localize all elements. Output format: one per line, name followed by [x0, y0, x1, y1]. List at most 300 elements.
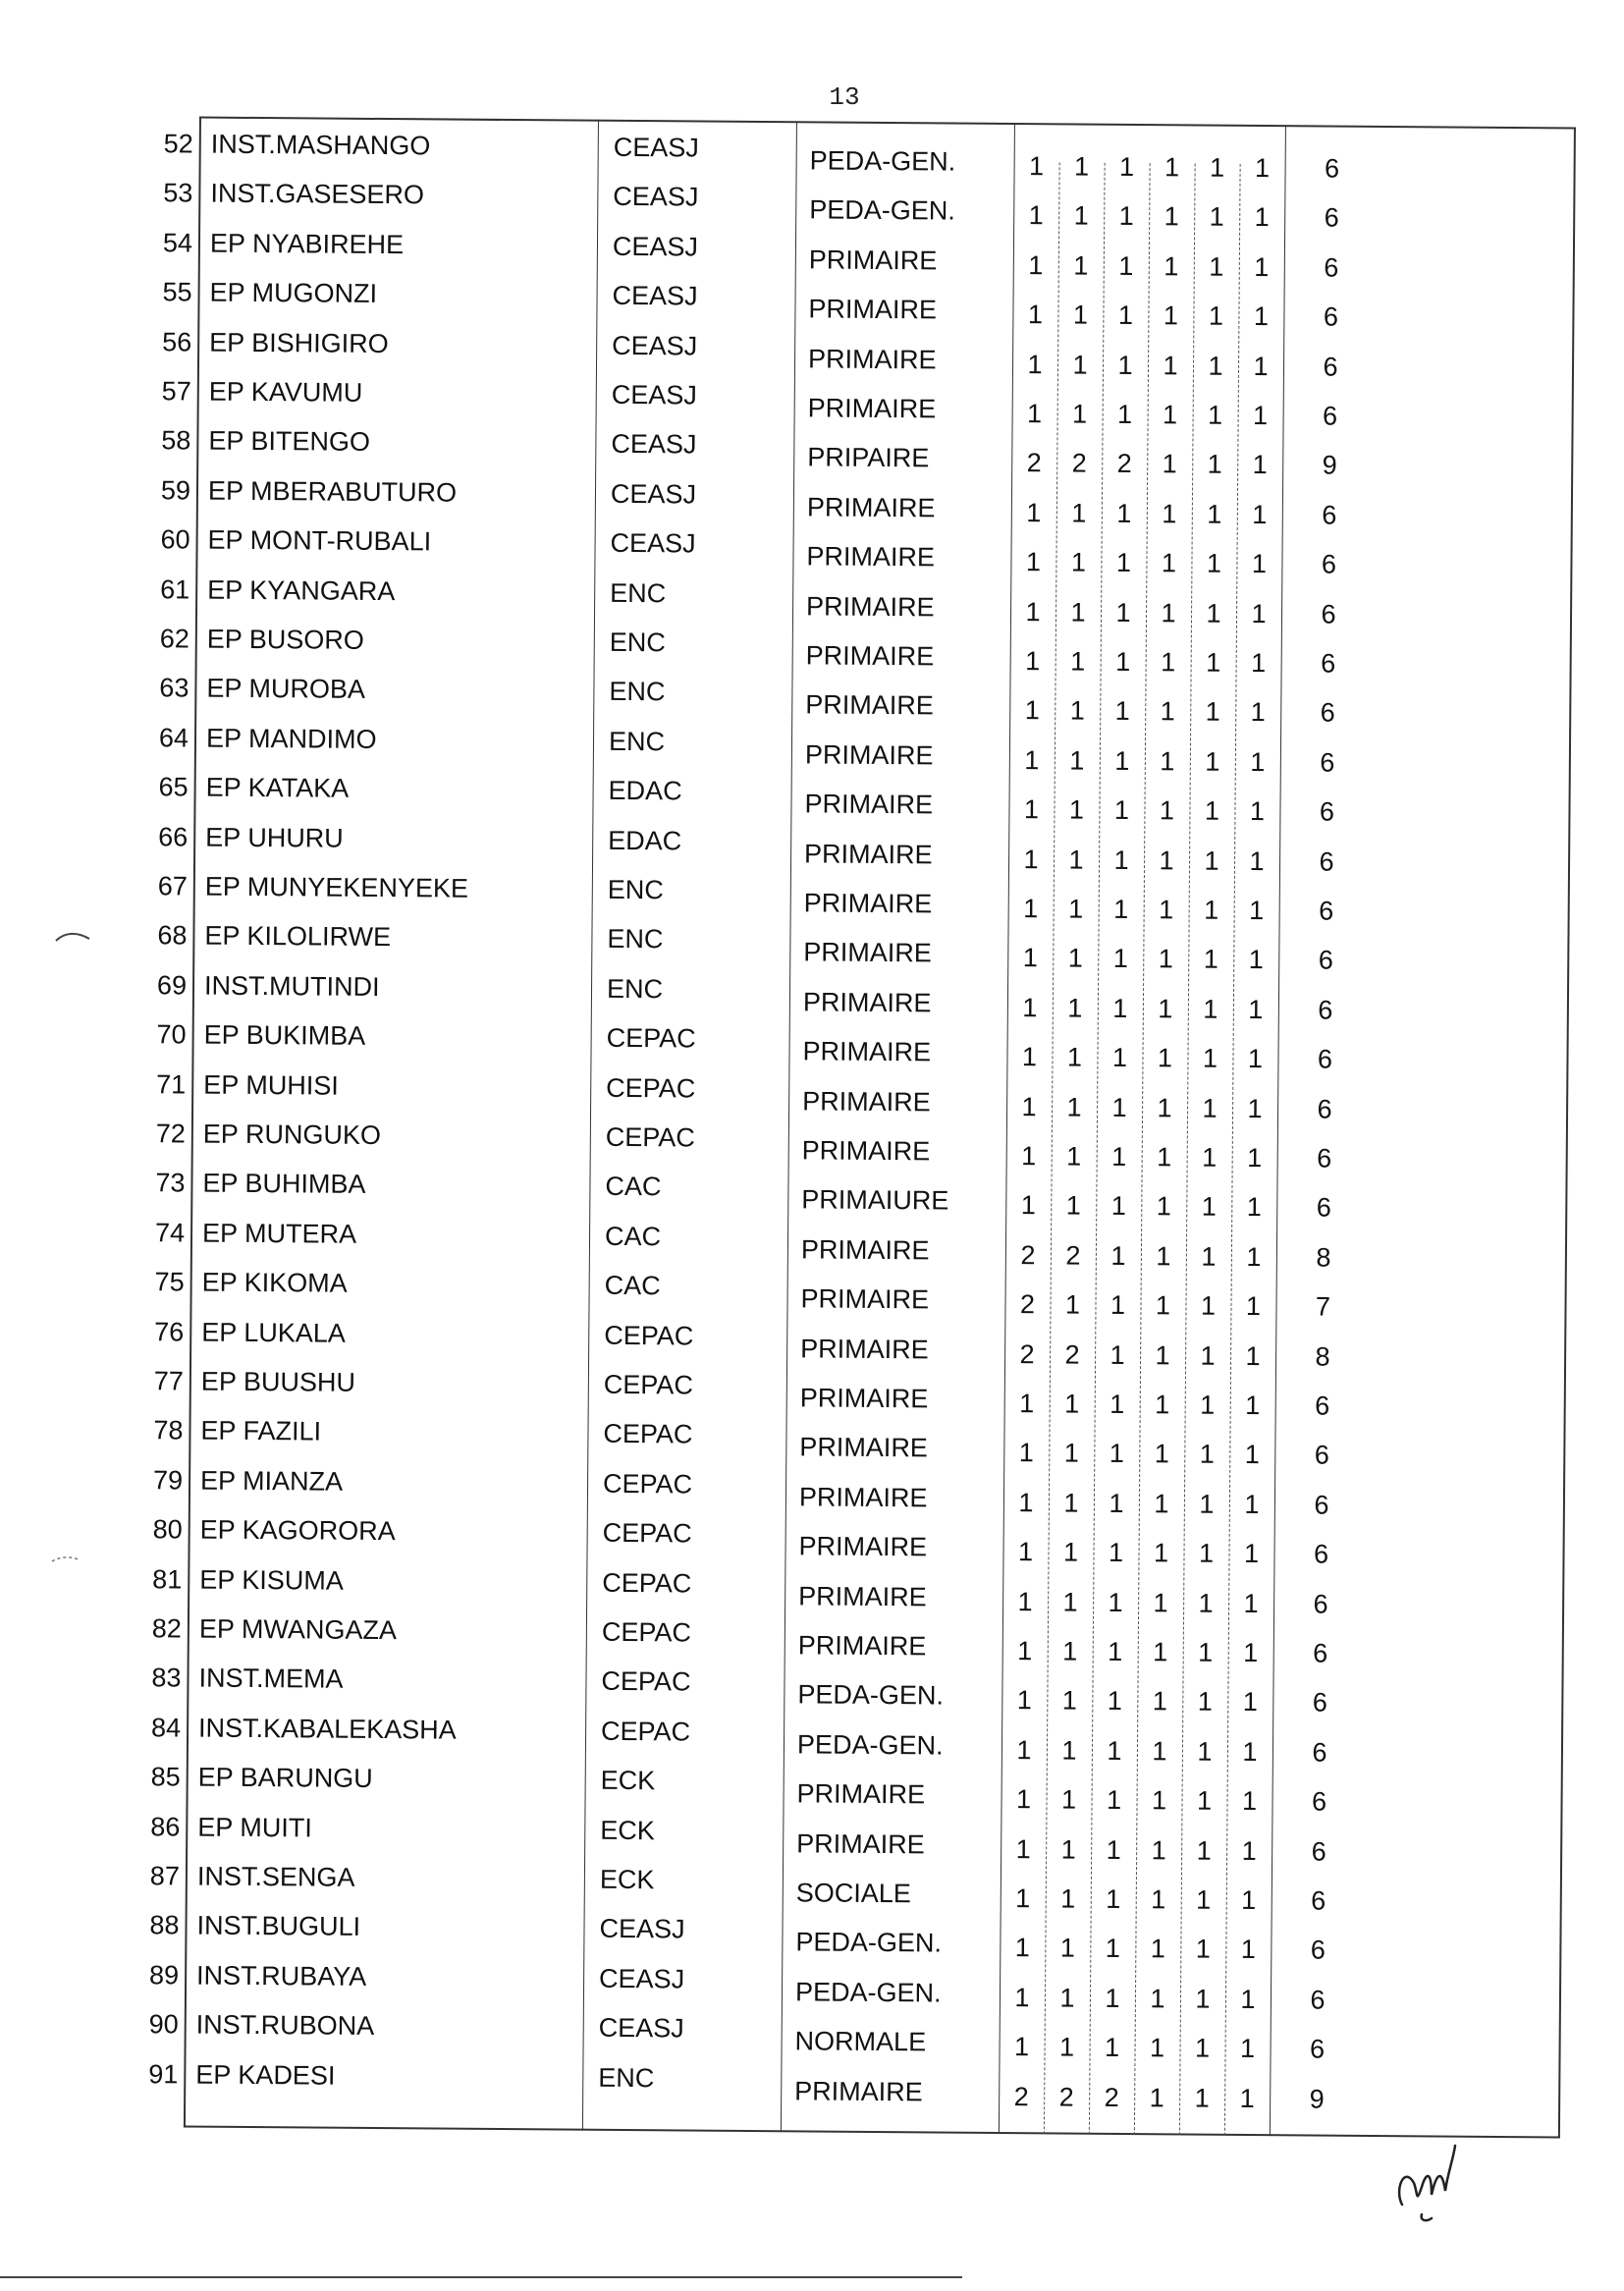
school-name: EP BARUNGU	[197, 1762, 373, 1794]
count-value: 1	[1023, 894, 1039, 924]
row-number: 80	[152, 1514, 183, 1545]
count-value: 1	[1244, 1489, 1260, 1519]
organization: CEPAC	[603, 1419, 693, 1449]
count-value: 1	[1161, 647, 1176, 678]
count-value: 2	[1019, 1338, 1035, 1369]
organization: CEASJ	[599, 1914, 685, 1944]
count-value: 1	[1241, 1835, 1257, 1866]
school-name: EP FAZILI	[200, 1415, 322, 1446]
count-value: 1	[1118, 151, 1135, 183]
school-name: EP MANDIMO	[205, 723, 377, 754]
organization: ENC	[598, 2062, 655, 2093]
row-number: 57	[161, 376, 191, 407]
school-table	[117, 116, 1576, 2140]
count-value: 1	[1205, 696, 1220, 728]
count-value: 2	[1020, 1239, 1036, 1271]
count-value: 1	[1022, 943, 1038, 973]
count-value: 1	[1020, 1190, 1036, 1221]
organization: CAC	[605, 1172, 662, 1202]
organization: CEASJ	[611, 379, 697, 410]
count-value: 1	[1198, 1538, 1215, 1568]
row-total: 6	[1323, 352, 1338, 382]
row-number: 84	[150, 1712, 182, 1743]
count-value: 1	[1013, 2032, 1030, 2062]
school-name: INST.MASHANGO	[210, 129, 431, 161]
count-value: 1	[1160, 696, 1175, 727]
school-type: PRIMAIRE	[801, 1135, 931, 1167]
count-value: 1	[1198, 1637, 1214, 1667]
school-type: PEDA-GEN.	[796, 1729, 944, 1761]
count-value: 1	[1243, 1637, 1259, 1668]
row-number: 87	[149, 1861, 181, 1891]
margin-scribble-mark	[54, 929, 93, 945]
school-type: PRIMAIRE	[808, 294, 938, 325]
row-number: 90	[148, 2009, 179, 2040]
row-number: 56	[162, 326, 192, 357]
count-value: 1	[1254, 251, 1270, 282]
count-value: 1	[1201, 1191, 1217, 1223]
school-name: EP BUKIMBA	[203, 1019, 366, 1052]
school-name: INST.GASESERO	[210, 179, 425, 210]
count-value: 1	[1115, 597, 1131, 627]
school-type: PRIMAIRE	[805, 689, 934, 721]
count-value: 1	[1062, 1537, 1079, 1567]
count-value: 1	[1117, 300, 1134, 331]
count-value: 1	[1110, 1339, 1125, 1370]
count-value: 1	[1104, 2033, 1120, 2063]
school-type: PRIMAIRE	[804, 789, 934, 820]
organization: CEASJ	[612, 330, 698, 361]
count-value: 1	[1244, 1440, 1260, 1470]
count-value: 1	[1203, 994, 1218, 1024]
school-name: EP BUSORO	[206, 624, 364, 655]
count-value: 2	[1104, 2082, 1119, 2112]
organization: CEPAC	[604, 1320, 694, 1351]
row-total: 6	[1318, 995, 1333, 1025]
count-value: 1	[1253, 301, 1270, 332]
count-value: 1	[1112, 944, 1128, 974]
row-number: 89	[148, 1959, 180, 1991]
row-total: 8	[1316, 1242, 1331, 1273]
count-value: 2	[1064, 1339, 1080, 1370]
row-number: 78	[153, 1415, 184, 1446]
school-name: INST.BUGULI	[196, 1910, 361, 1942]
row-total: 6	[1323, 301, 1339, 332]
count-value: 1	[1155, 1339, 1170, 1370]
school-name: EP LUKALA	[201, 1317, 346, 1348]
row-total: 6	[1320, 697, 1335, 729]
count-value: 1	[1164, 152, 1180, 183]
count-value: 1	[1163, 350, 1178, 380]
count-value: 1	[1199, 1439, 1215, 1470]
count-value: 2	[1019, 1289, 1036, 1320]
count-value: 1	[1109, 1488, 1124, 1518]
row-number: 59	[160, 475, 191, 506]
count-value: 1	[1153, 1587, 1168, 1617]
row-number: 81	[152, 1563, 183, 1595]
count-value: 1	[1015, 1784, 1032, 1815]
row-total: 7	[1315, 1291, 1331, 1322]
row-total: 6	[1318, 945, 1333, 976]
count-value: 1	[1060, 1834, 1076, 1865]
row-total: 6	[1323, 401, 1338, 431]
count-value: 1	[1152, 1736, 1167, 1767]
row-total: 9	[1322, 450, 1337, 481]
count-value: 1	[1162, 449, 1177, 479]
count-value: 1	[1249, 845, 1265, 876]
count-value: 1	[1106, 1883, 1121, 1914]
row-total: 6	[1319, 796, 1335, 827]
count-value: 1	[1163, 400, 1178, 430]
count-value: 1	[1246, 1192, 1262, 1223]
footer-rule	[0, 2276, 962, 2278]
count-value: 1	[1108, 1636, 1123, 1666]
count-value: 1	[1066, 1141, 1082, 1172]
count-value: 1	[1247, 1093, 1263, 1123]
count-value: 1	[1241, 1884, 1257, 1916]
row-total: 6	[1321, 599, 1336, 629]
count-value: 1	[1018, 1487, 1034, 1518]
count-value: 1	[1254, 202, 1270, 233]
organization: ENC	[609, 627, 666, 658]
school-name: EP KAVUMU	[208, 376, 363, 408]
count-value: 1	[1025, 547, 1042, 577]
row-number: 74	[154, 1218, 186, 1248]
count-value: 1	[1059, 1933, 1076, 1963]
count-value: 1	[1073, 250, 1089, 281]
organization: CEASJ	[598, 2012, 684, 2044]
school-type: PRIMAIRE	[800, 1333, 929, 1364]
count-value: 1	[1107, 1686, 1122, 1717]
count-value: 1	[1156, 1241, 1171, 1272]
count-value: 1	[1109, 1439, 1124, 1469]
school-type: PRIMAIRE	[807, 344, 937, 375]
row-number: 75	[154, 1267, 185, 1297]
count-value: 1	[1061, 1735, 1077, 1766]
school-name: EP NYABIREHE	[209, 228, 405, 259]
organization: CEPAC	[606, 1023, 696, 1054]
count-value: 1	[1164, 251, 1179, 282]
organization: ECK	[599, 1864, 655, 1895]
school-type: PEDA-GEN.	[809, 145, 956, 177]
count-value: 1	[1067, 993, 1083, 1023]
count-value: 1	[1027, 300, 1044, 330]
school-type: PRIMAIRE	[802, 987, 932, 1018]
school-name: EP UHURU	[205, 822, 344, 853]
count-value: 1	[1241, 1786, 1258, 1817]
count-value: 1	[1202, 1093, 1218, 1123]
row-total: 6	[1319, 896, 1334, 926]
organization: CAC	[604, 1270, 661, 1301]
count-value: 1	[1196, 1835, 1212, 1866]
count-value: 1	[1250, 746, 1266, 777]
school-name: EP KYANGARA	[207, 574, 396, 606]
organization: EDAC	[608, 776, 682, 806]
count-value: 1	[1157, 1142, 1172, 1173]
organization: CEPAC	[600, 1716, 691, 1747]
count-value: 1	[1197, 1686, 1213, 1718]
school-type: PRIMAIRE	[794, 2075, 923, 2106]
count-value: 1	[1113, 894, 1129, 924]
count-value: 1	[1204, 795, 1220, 826]
count-value: 1	[1150, 1934, 1166, 1964]
count-value: 1	[1107, 1735, 1122, 1766]
school-name: EP MBERABUTURO	[207, 475, 458, 508]
count-value: 1	[1115, 548, 1132, 578]
row-total: 9	[1309, 2084, 1325, 2114]
count-value: 1	[1249, 895, 1265, 926]
row-number: 72	[155, 1118, 186, 1149]
count-value: 1	[1021, 1091, 1037, 1121]
count-value: 1	[1024, 744, 1040, 776]
organization: CEPAC	[601, 1666, 691, 1697]
count-value: 1	[1073, 200, 1089, 232]
count-value: 1	[1071, 498, 1087, 528]
row-total: 6	[1317, 1143, 1332, 1173]
count-value: 1	[1204, 895, 1219, 925]
count-value: 1	[1117, 399, 1133, 430]
count-value: 1	[1062, 1587, 1078, 1617]
count-value: 1	[1112, 993, 1128, 1023]
row-number: 88	[149, 1910, 180, 1940]
count-value: 1	[1252, 450, 1268, 480]
count-value: 1	[1199, 1489, 1215, 1519]
count-value: 1	[1202, 1142, 1218, 1173]
school-type: PEDA-GEN.	[797, 1679, 945, 1711]
school-name: INST.KABALEKASHA	[197, 1713, 457, 1745]
count-value: 1	[1105, 1934, 1121, 1964]
organization: ENC	[607, 874, 664, 905]
count-value: 1	[1153, 1637, 1168, 1667]
count-value: 1	[1028, 249, 1044, 281]
row-number: 86	[150, 1811, 181, 1842]
school-name: EP MUTERA	[201, 1218, 357, 1249]
count-value: 1	[1062, 1636, 1078, 1666]
row-number: 68	[157, 920, 188, 951]
count-value: 1	[1114, 745, 1130, 776]
count-value: 1	[1159, 895, 1174, 925]
row-total: 6	[1314, 1490, 1329, 1520]
count-value: 1	[1246, 1241, 1262, 1272]
count-value: 1	[1242, 1736, 1258, 1767]
count-value: 1	[1243, 1539, 1260, 1569]
school-type: NORMALE	[794, 2026, 927, 2057]
count-value: 1	[1206, 598, 1221, 628]
count-value: 1	[1106, 1834, 1121, 1865]
row-number: 67	[157, 871, 188, 901]
count-value: 1	[1059, 1983, 1075, 2013]
count-value: 1	[1118, 201, 1134, 232]
count-value: 1	[1118, 250, 1134, 281]
row-total: 6	[1310, 1985, 1326, 2015]
count-value: 1	[1158, 944, 1173, 974]
organization: CEASJ	[610, 528, 696, 559]
count-value: 1	[1066, 1042, 1083, 1072]
count-value: 1	[1025, 596, 1041, 627]
school-name: INST.MEMA	[198, 1663, 344, 1695]
count-value: 1	[1151, 1884, 1166, 1915]
school-type: PRIMAIRE	[798, 1580, 927, 1611]
count-value: 1	[1024, 695, 1040, 726]
row-total: 6	[1313, 1638, 1328, 1668]
count-value: 1	[1253, 351, 1269, 381]
school-type: PRIMAIRE	[803, 937, 932, 968]
organization: CEPAC	[601, 1616, 692, 1648]
school-type: PRIMAIRE	[805, 590, 935, 623]
count-value: 2	[1065, 1240, 1081, 1271]
page-number: 13	[829, 82, 860, 112]
row-total: 6	[1320, 747, 1335, 778]
count-value: 1	[1063, 1438, 1079, 1469]
organization: EDAC	[608, 825, 682, 856]
row-total: 6	[1322, 500, 1337, 530]
count-value: 1	[1155, 1390, 1170, 1420]
count-value: 1	[1151, 1785, 1167, 1816]
row-number: 55	[162, 277, 192, 307]
count-value: 1	[1196, 1785, 1213, 1816]
count-value: 1	[1239, 2034, 1256, 2064]
school-type: PRIMAIRE	[797, 1630, 927, 1662]
school-name: EP BUHIMBA	[202, 1168, 366, 1200]
school-type: PRIMAIRE	[802, 1036, 932, 1067]
row-number: 73	[155, 1168, 186, 1198]
school-type: PRIMAIRE	[802, 1085, 931, 1118]
count-value: 1	[1248, 945, 1264, 975]
count-value: 1	[1251, 647, 1267, 679]
organization: CEPAC	[603, 1369, 694, 1400]
school-name: INST.SENGA	[196, 1861, 355, 1892]
school-name: EP BITENGO	[208, 426, 371, 458]
organization: CEPAC	[602, 1567, 692, 1599]
count-value: 1	[1194, 2033, 1211, 2063]
count-value: 1	[1200, 1340, 1216, 1371]
count-value: 1	[1209, 202, 1224, 233]
school-type: PRIMAIRE	[806, 492, 936, 523]
row-total: 6	[1314, 1440, 1329, 1471]
school-name: EP MWANGAZA	[198, 1613, 398, 1646]
organization: ENC	[606, 973, 664, 1005]
count-value: 1	[1110, 1240, 1126, 1271]
school-type: PRIMAIRE	[808, 245, 938, 276]
count-value: 1	[1159, 795, 1175, 826]
count-value: 1	[1014, 1982, 1030, 2013]
row-total: 6	[1324, 153, 1340, 184]
row-total: 6	[1312, 1687, 1327, 1718]
row-number: 66	[158, 821, 189, 852]
count-value: 2	[1116, 449, 1132, 479]
count-value: 1	[1154, 1439, 1169, 1469]
count-value: 1	[1198, 1588, 1214, 1618]
count-value: 1	[1113, 845, 1129, 875]
count-value: 1	[1114, 696, 1130, 727]
count-value: 1	[1206, 647, 1221, 678]
count-value: 1	[1196, 1884, 1212, 1915]
count-value: 1	[1243, 1588, 1259, 1618]
organization: ENC	[610, 577, 667, 608]
row-total: 6	[1321, 648, 1336, 679]
row-total: 6	[1311, 1885, 1326, 1916]
organization: CEASJ	[611, 429, 697, 460]
row-number: 77	[153, 1366, 185, 1396]
school-name: EP MUHISI	[203, 1069, 339, 1101]
count-value: 2	[1026, 448, 1042, 478]
school-name: EP KIKOMA	[201, 1267, 348, 1298]
row-number: 53	[163, 178, 193, 208]
count-value: 1	[1206, 548, 1222, 578]
count-value: 1	[1208, 300, 1224, 331]
count-value: 1	[1195, 1934, 1212, 1965]
school-type: PRIMAIRE	[798, 1531, 928, 1562]
count-value: 1	[1016, 1685, 1032, 1716]
count-value: 1	[1060, 1784, 1077, 1815]
count-value: 1	[1017, 1537, 1034, 1567]
count-value: 1	[1058, 2032, 1075, 2062]
count-value: 1	[1027, 349, 1043, 379]
count-value: 1	[1110, 1290, 1126, 1321]
row-number: 83	[151, 1663, 182, 1693]
school-name: EP KILOLIRWE	[204, 920, 392, 953]
count-value: 1	[1015, 1833, 1031, 1864]
count-value: 1	[1019, 1389, 1035, 1419]
school-type: PRIMAIRE	[807, 393, 937, 424]
count-value: 1	[1017, 1636, 1033, 1666]
count-value: 1	[1064, 1289, 1081, 1320]
count-value: 1	[1251, 549, 1268, 579]
row-total: 6	[1313, 1539, 1329, 1569]
organization: CEPAC	[602, 1517, 692, 1549]
count-value: 1	[1015, 1883, 1031, 1914]
row-total: 6	[1321, 549, 1337, 579]
count-value: 1	[1111, 1141, 1127, 1172]
count-value: 2	[1071, 448, 1087, 479]
school-name: INST.RUBAYA	[196, 1960, 367, 1991]
count-value: 1	[1060, 1883, 1076, 1914]
count-value: 1	[1247, 1142, 1263, 1173]
count-value: 1	[1247, 1044, 1264, 1074]
count-value: 1	[1209, 152, 1225, 183]
count-value: 1	[1245, 1390, 1261, 1421]
row-number: 62	[159, 624, 189, 654]
count-value: 1	[1014, 1933, 1031, 1963]
organization: ENC	[609, 677, 666, 707]
row-number: 52	[163, 129, 193, 159]
school-name: EP KATAKA	[205, 772, 350, 803]
count-value: 1	[1110, 1191, 1126, 1222]
count-value: 1	[1245, 1340, 1261, 1371]
count-value: 1	[1117, 350, 1133, 380]
count-value: 1	[1153, 1538, 1169, 1568]
count-value: 1	[1061, 1685, 1077, 1716]
count-value: 1	[1072, 399, 1088, 429]
count-value: 1	[1027, 399, 1043, 429]
count-value: 1	[1070, 597, 1086, 627]
count-value: 1	[1028, 151, 1045, 182]
count-value: 1	[1204, 845, 1219, 876]
count-value: 1	[1163, 300, 1179, 331]
row-number: 82	[151, 1613, 183, 1644]
count-value: 1	[1070, 547, 1087, 577]
school-type: PRIMAIRE	[800, 1234, 930, 1266]
count-value: 1	[1111, 1043, 1128, 1073]
count-value: 2	[1058, 2082, 1074, 2112]
count-value: 1	[1240, 1935, 1257, 1965]
count-value: 1	[1110, 1389, 1125, 1419]
count-value: 1	[1106, 1785, 1122, 1816]
organization: CEASJ	[613, 182, 699, 212]
count-value: 1	[1150, 1983, 1165, 2014]
count-value: 1	[1161, 548, 1177, 578]
school-type: PRIPAIRE	[807, 442, 930, 473]
